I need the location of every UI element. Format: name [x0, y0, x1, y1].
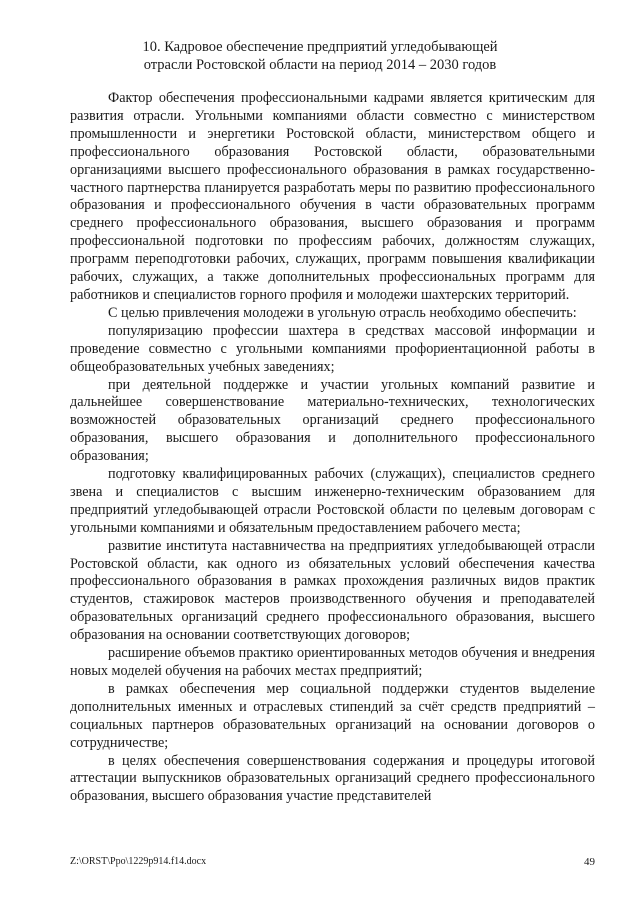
paragraph-goal: С целью привлечения молодежи в угольную отрасль необходимо обеспечить:	[108, 304, 577, 321]
list-item-popularization: популяризацию профессии шахтера в средствах массовой информации и проведение совместно с угольными компаниями профориентационной работы в общеобразовательных учебных заведениях;	[70, 322, 595, 375]
list-item-scholarships: в рамках обеспечения мер социальной поддержки студентов выделение дополнительных именных и отраслевых стипендий за счёт средств предприятий – социальных партнеров образовательных организаций на основании договоров о сотрудничестве;	[70, 680, 595, 751]
list-item-mentorship: развитие института наставничества на предприятиях угледобывающей отрасли Ростовской области, как одного из обязательных условий обеспечения качества профессионального образования в рамках прохождения различных видов практик студентов, стажировок мастеров производственного обучения и преподавателей образовательных организаций среднего профессионального образования, высшего образования на основании соответствующих договоров;	[70, 537, 595, 644]
body-text	[70, 90, 595, 806]
section-title-line-1: 10. Кадровое обеспечение предприятий угледобывающей	[142, 39, 498, 55]
paragraph-intro: Фактор обеспечения профессиональными кадрами является критическим для развития отрасли. Угольными компаниями области совместно с министерством промышленности и энергетики Ростовской области, министерством общего и профессионального образования Ростовской области, образовательными организациями высшего профессионального образования в рамках государственно-частного партнерства планируется разработать меры по развитию профессионального образования и профессионального обучения в части образовательных программ среднего профессионального образования, высшего образования и программ профессиональной подготовки по профессиям рабочих, должностям служащих, программ переподготовки рабочих, служащих, программ повышения квалификации рабочих, служащих, а также дополнительных профессиональных программ для работников и специалистов горного профиля и молодежи шахтерских территорий.	[70, 90, 595, 303]
footer-file-path: Z:\ORST\Ppo\1229p914.f14.docx	[70, 856, 207, 867]
page-number: 49	[584, 856, 595, 868]
list-item-material-base: при деятельной поддержке и участии угольных компаний развитие и дальнейшее совершенствование материально-технических, технологических возможностей образовательных организаций среднего профессионального образования, высшего образования и дополнительного профессионального образования;	[70, 376, 595, 465]
list-item-training: подготовку квалифицированных рабочих (служащих), специалистов среднего звена и специалистов с высшим инженерно-техническим образованием для предприятий угледобывающей отрасли Ростовской области по целевым договорам с угольными компаниями и обязательным предоставлением рабочего места;	[70, 466, 595, 536]
section-title-line-2: отрасли Ростовской области на период 2014 – 2030 годов	[143, 57, 497, 73]
list-item-practice-methods: расширение объемов практико ориентированных методов обучения и внедрения новых моделей обучения на рабочих местах предприятий;	[70, 645, 595, 679]
section-title	[60, 38, 580, 74]
list-item-attestation: в целях обеспечения совершенствования содержания и процедуры итоговой аттестации выпускников образовательных организаций среднего профессионального образования, высшего образования участие представителей	[70, 752, 595, 805]
